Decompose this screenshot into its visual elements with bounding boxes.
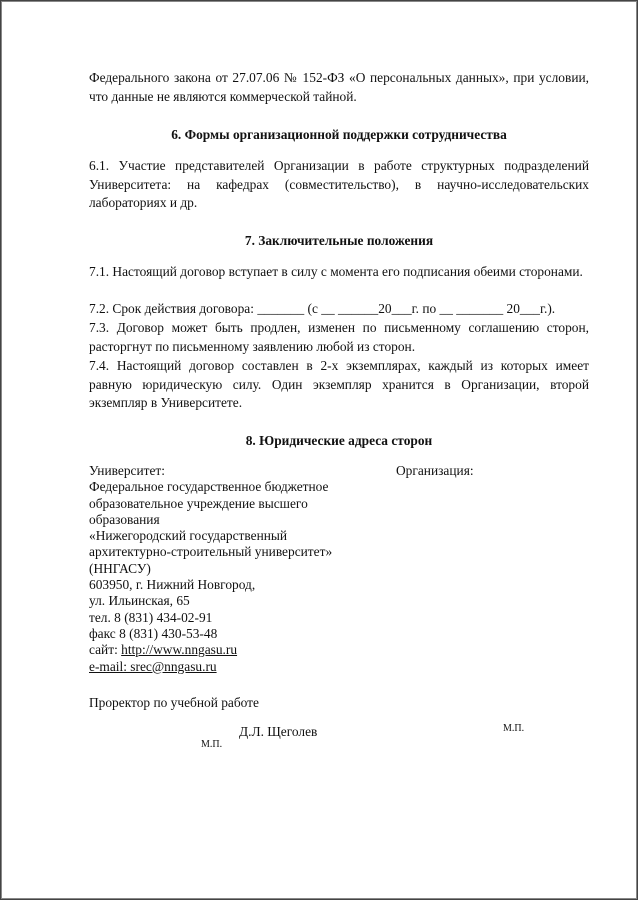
university-line: Федеральное государственное бюджетное [89,479,329,495]
university-line: 603950, г. Нижний Новгород, [89,577,256,593]
organization-label: Организация: [396,463,474,478]
university-label: Университет: [89,463,165,478]
section-6-heading: 6. Формы организационной поддержки сотрудничества [171,127,507,142]
signature-name: Д.Л. Щеголев [239,724,318,739]
university-address-block [89,463,379,675]
stamp-mark-right: М.П. [503,723,525,734]
university-line: тел. 8 (831) 434-02-91 [89,609,213,625]
signature-position: Проректор по учебной работе [89,695,259,710]
university-line: «Нижегородский государственный [89,528,288,544]
university-line: архитектурно-строительный университет» [89,544,333,560]
university-line: образования [89,511,160,527]
section-7-paragraph-1: 7.1. Настоящий договор вступает в силу с момента его подписания обеими сторонами. [89,264,583,279]
stamp-mark-left: М.П. [201,739,223,750]
email-link[interactable]: e-mail: srec@nngasu.ru [89,658,217,674]
intro-paragraph: Федерального закона от 27.07.06 № 152-ФЗ «О персональных данных», при условии, что данные не являются коммерческой тайной. [89,70,589,104]
university-line: (ННГАСУ) [89,560,151,576]
university-line: ул. Ильинская, 65 [89,593,190,609]
website-line [89,642,379,658]
section-7-paragraph-3: 7.3. Договор может быть продлен, изменен по письменному соглашению сторон, расторгнут по письменному заявлению любой из сторон. [89,320,589,354]
university-line: факс 8 (831) 430-53-48 [89,625,218,641]
section-7-paragraph-4: 7.4. Настоящий договор составлен в 2-х экземплярах, каждый из которых имеет равную юридическую силу. Один экземпляр хранится в Организации, второй экземпляр в Университете. [89,358,589,410]
section-6-paragraph-1: 6.1. Участие представителей Организации в работе структурных подразделений Университета: на кафедрах (совместительство), в научно-исследовательских лабораториях и др. [89,158,589,210]
website-prefix: сайт: [89,642,122,658]
section-7-paragraph-2: 7.2. Срок действия договора: _______ (с __ ______20___г. по __ _______ 20___г.). [89,301,556,316]
website-link[interactable]: http://www.nngasu.ru [121,642,238,658]
university-line: образовательное учреждение высшего [89,495,308,511]
section-8-heading: 8. Юридические адреса сторон [245,433,433,448]
section-7-heading: 7. Заключительные положения [244,233,434,248]
